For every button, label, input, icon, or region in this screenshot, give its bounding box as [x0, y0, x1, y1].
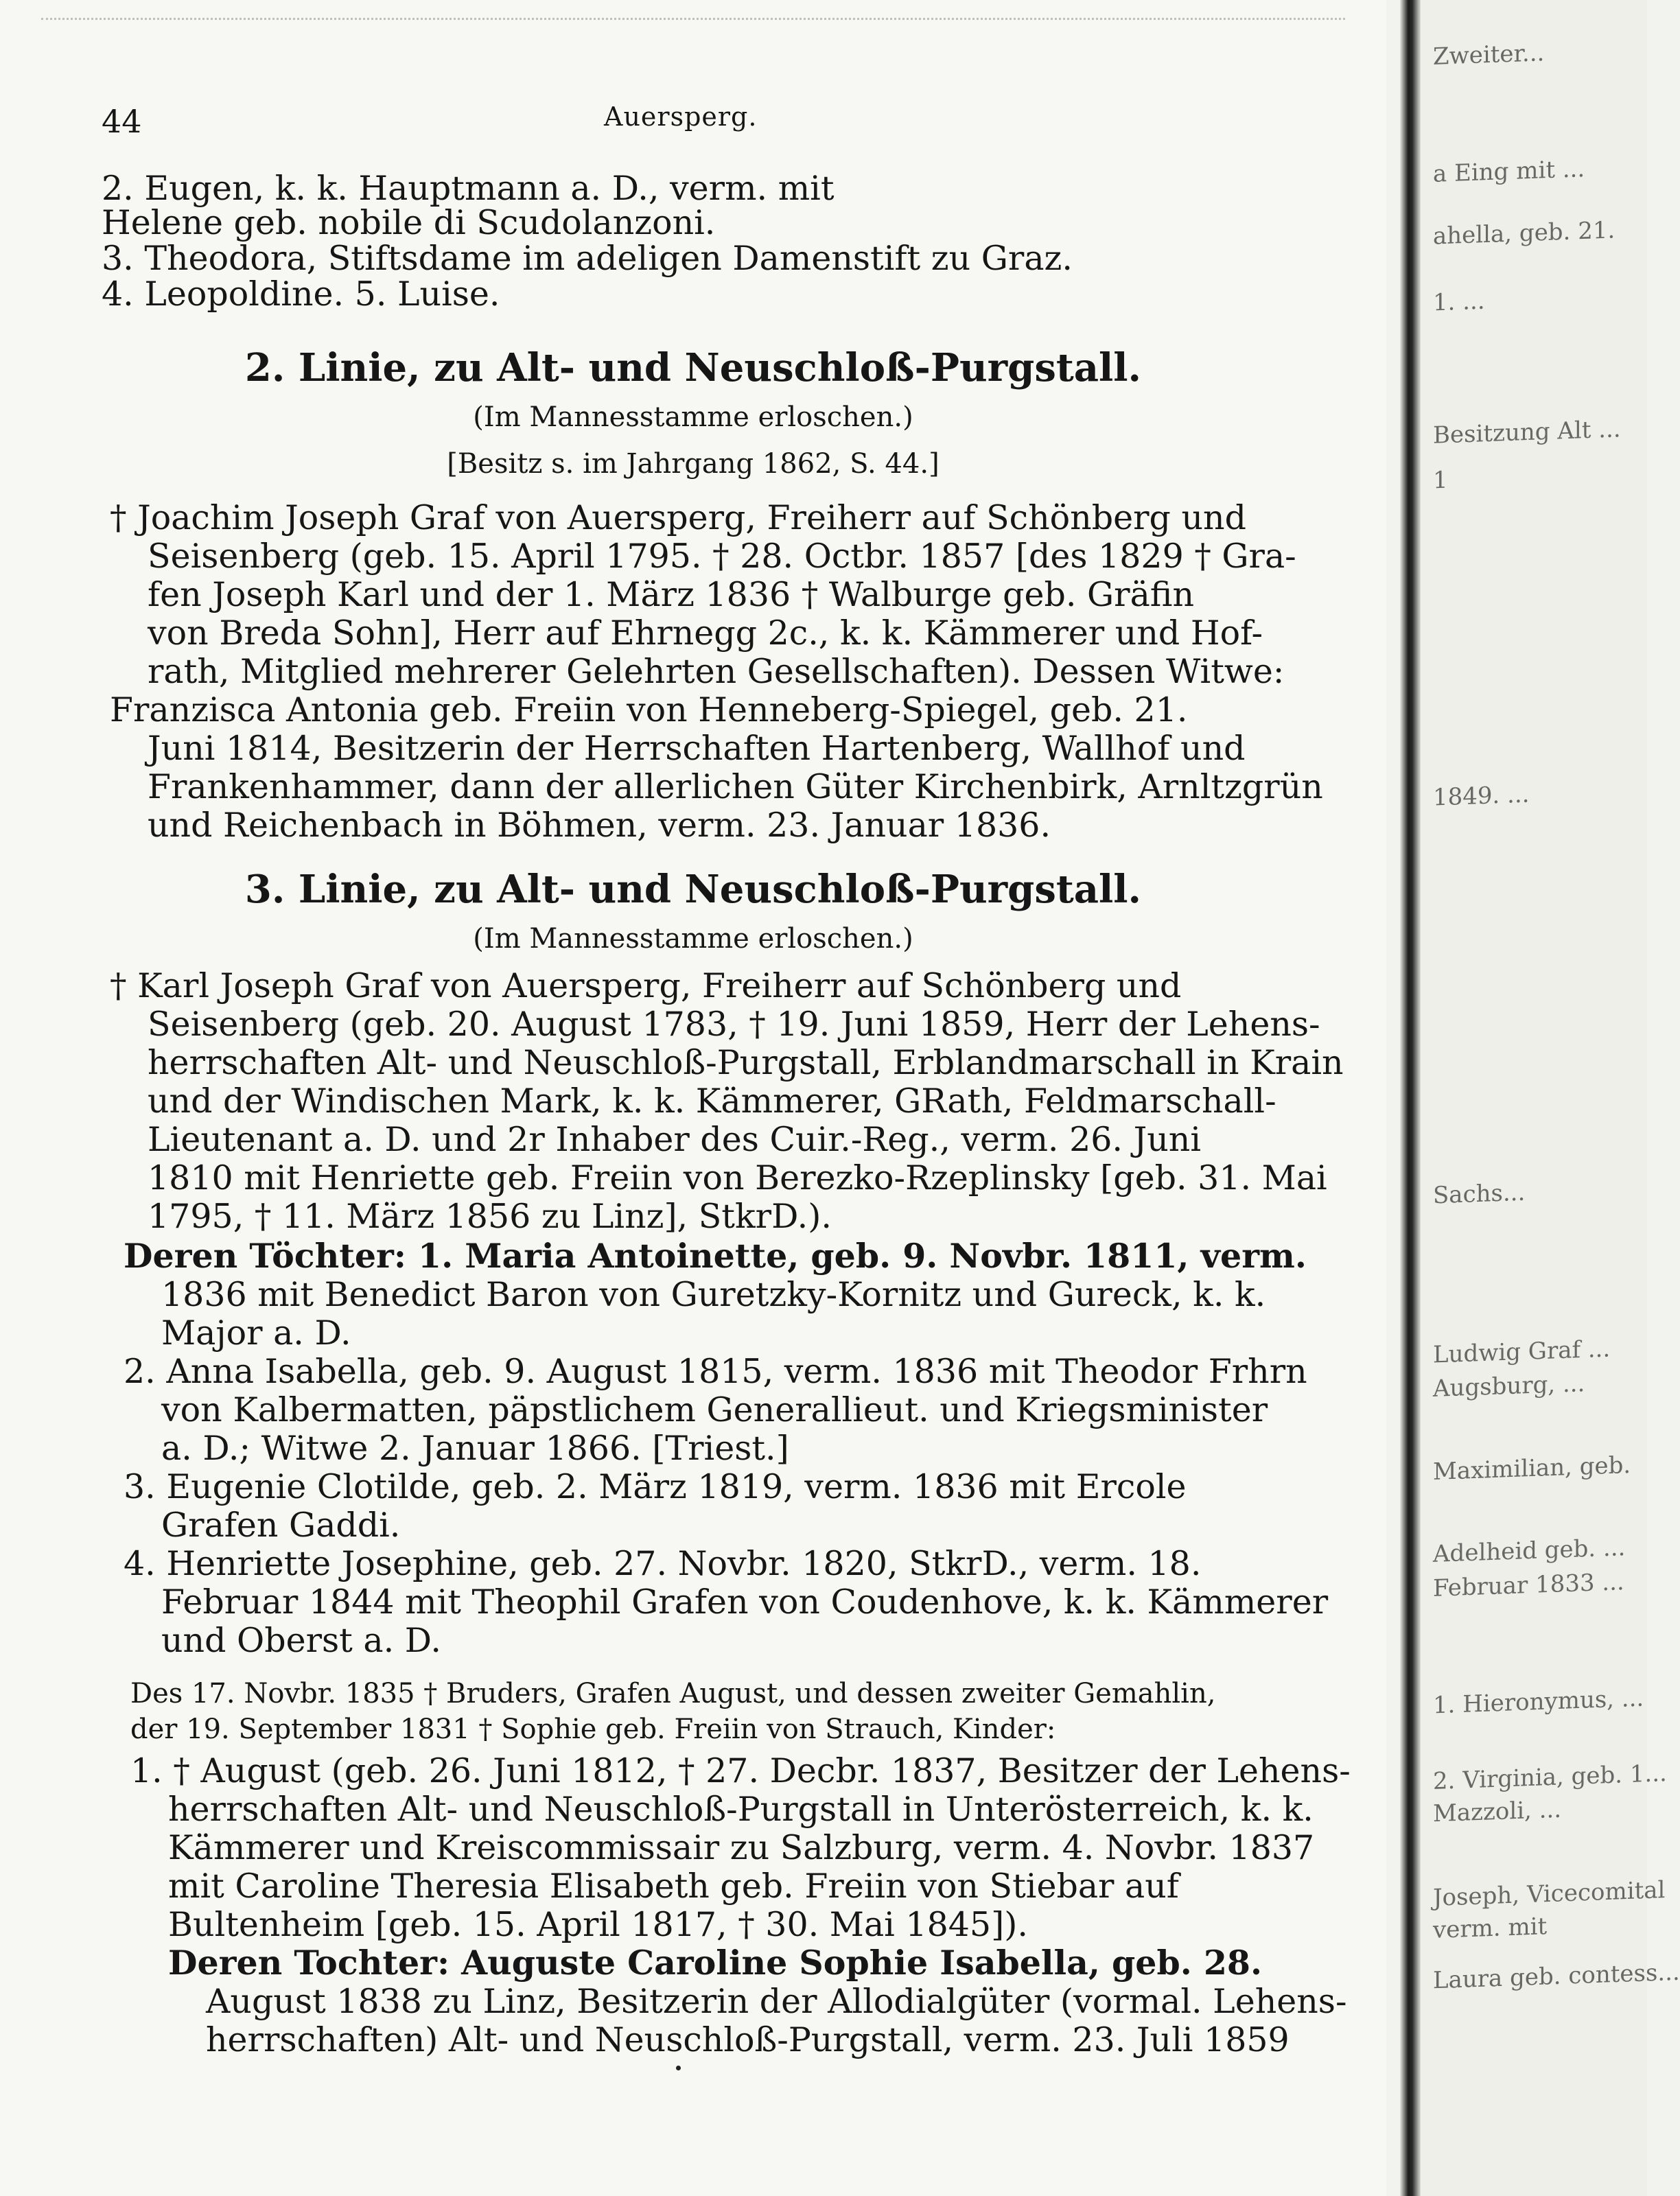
section-heading: 3. Linie, zu Alt- und Neuschloß-Purgstall. [244, 867, 1142, 912]
text-line: Frankenhammer, dann der allerlichen Güter Kirchenbirk, Arnltzgrün [148, 767, 1323, 806]
possession-note: [Besitz s. im Jahrgang 1862, S. 44.] [447, 448, 940, 480]
fragment-line: Laura geb. contess... [1433, 1958, 1680, 1995]
text-line: Bultenheim [geb. 15. April 1817, † 30. Mai 1845]). [168, 1905, 1028, 1944]
text-line: von Kalbermatten, päpstlichem Generallieut. und Kriegsminister [161, 1390, 1268, 1429]
page-number: 44 [102, 103, 142, 140]
fragment-line: Ludwig Graf ... [1433, 1335, 1611, 1369]
fragment-line: Besitzung Alt ... [1433, 415, 1621, 449]
fragment-line: Adelheid geb. ... [1433, 1534, 1626, 1568]
fragment-line: verm. mit [1433, 1913, 1548, 1944]
text-line: 2. Anna Isabella, geb. 9. August 1815, verm. 1836 mit Theodor Frhrn [124, 1352, 1307, 1391]
text-line: 4. Henriette Josephine, geb. 27. Novbr. 1820, StkrD., verm. 18. [124, 1544, 1202, 1583]
fragment-line: Augsburg, ... [1433, 1370, 1585, 1403]
text-line: † Karl Joseph Graf von Auersperg, Freiherr auf Schönberg und [110, 966, 1182, 1005]
text-line: von Breda Sohn], Herr auf Ehrnegg 2c., k. k. Kämmerer und Hof- [148, 614, 1263, 653]
text-line: und Oberst a. D. [161, 1621, 441, 1660]
book-gutter [1400, 0, 1421, 2196]
text-line: mit Caroline Theresia Elisabeth geb. Freiin von Stiebar auf [168, 1867, 1179, 1906]
fragment-line: Februar 1833 ... [1433, 1568, 1624, 1602]
fragment-line: ahella, geb. 21. [1433, 216, 1615, 250]
section-note: (Im Mannesstamme erloschen.) [473, 923, 913, 955]
fragment-line: 1849. ... [1433, 780, 1530, 812]
text-line: rath, Mitglied mehrerer Gelehrten Gesellschaften). Dessen Witwe: [148, 652, 1285, 691]
text-line: und Reichenbach in Böhmen, verm. 23. Januar 1836. [148, 806, 1051, 845]
text-line: Helene geb. nobile di Scudolanzoni. [102, 203, 716, 242]
text-line: Februar 1844 mit Theophil Grafen von Coudenhove, k. k. Kämmerer [161, 1582, 1329, 1622]
text-line: Seisenberg (geb. 15. April 1795. † 28. Octbr. 1857 [des 1829 † Gra- [148, 537, 1296, 576]
fragment-line: Joseph, Vicecomital [1433, 1876, 1666, 1912]
text-line: 1810 mit Henriette geb. Freiin von Berezko-Rzeplinsky [geb. 31. Mai [148, 1158, 1327, 1198]
fragment-line: 2. Virginia, geb. 1... [1433, 1760, 1667, 1795]
section-heading: 2. Linie, zu Alt- und Neuschloß-Purgstall. [244, 345, 1142, 390]
text-line: Lieutenant a. D. und 2r Inhaber des Cuir.-Reg., verm. 26. Juni [148, 1120, 1202, 1159]
text-line: August 1838 zu Linz, Besitzerin der Allodialgüter (vormal. Lehens- [206, 1982, 1347, 2021]
text-line: Juni 1814, Besitzerin der Herrschaften Hartenberg, Wallhof und [148, 729, 1246, 768]
fragment-line: Maximilian, geb. [1433, 1451, 1631, 1486]
text-line: und der Windischen Mark, k. k. Kämmerer, GRath, Feldmarschall- [148, 1082, 1276, 1121]
small-text-line: der 19. September 1831 † Sophie geb. Freiin von Strauch, Kinder: [130, 1714, 1056, 1745]
text-line: Deren Töchter: 1. Maria Antoinette, geb. 9. Novbr. 1811, verm. [124, 1236, 1307, 1276]
text-line: Major a. D. [161, 1313, 351, 1353]
right-page-fragment [1421, 0, 1680, 2196]
text-line: 1795, † 11. März 1856 zu Linz], StkrD.). [148, 1197, 832, 1236]
fragment-line: Mazzoli, ... [1433, 1795, 1562, 1828]
text-line: herrschaften) Alt- und Neuschloß-Purgstall, verm. 23. Juli 1859 [206, 2020, 1290, 2059]
section-note: (Im Mannesstamme erloschen.) [473, 401, 913, 433]
running-title: Auersperg. [604, 102, 758, 132]
text-line: 3. Eugenie Clotilde, geb. 2. März 1819, verm. 1836 mit Ercole [124, 1467, 1187, 1506]
text-line: 3. Theodora, Stiftsdame im adeligen Damenstift zu Graz. [102, 239, 1073, 278]
fragment-line: a Eing mit ... [1433, 155, 1585, 188]
fragment-line: 1. ... [1433, 287, 1485, 317]
text-line: Deren Tochter: Auguste Caroline Sophie Isabella, geb. 28. [168, 1943, 1263, 1983]
text-line: a. D.; Witwe 2. Januar 1866. [Triest.] [161, 1429, 789, 1468]
text-line: † Joachim Joseph Graf von Auersperg, Freiherr auf Schönberg und [110, 498, 1246, 537]
text-line: Seisenberg (geb. 20. August 1783, † 19. Juni 1859, Herr der Lehens- [148, 1005, 1320, 1044]
small-text-line: Des 17. Novbr. 1835 † Bruders, Grafen August, und dessen zweiter Gemahlin, [130, 1678, 1216, 1709]
page-mark [676, 2066, 681, 2070]
fragment-line: Zweiter... [1433, 39, 1545, 71]
text-line: Grafen Gaddi. [161, 1506, 401, 1545]
text-line: 1. † August (geb. 26. Juni 1812, † 27. Decbr. 1837, Besitzer der Lehens- [130, 1751, 1351, 1790]
text-line: Franzisca Antonia geb. Freiin von Henneberg-Spiegel, geb. 21. [110, 690, 1188, 729]
fragment-line: 1 [1433, 466, 1448, 495]
text-line: 4. Leopoldine. 5. Luise. [102, 274, 500, 314]
text-line: 1836 mit Benedict Baron von Guretzky-Kornitz und Gureck, k. k. [161, 1275, 1266, 1314]
text-line: fen Joseph Karl und der 1. März 1836 † Walburge geb. Gräfin [148, 575, 1195, 614]
text-line: 2. Eugen, k. k. Hauptmann a. D., verm. mit [102, 169, 835, 208]
text-line: herrschaften Alt- und Neuschloß-Purgstall in Unterösterreich, k. k. [168, 1790, 1314, 1829]
fragment-line: 1. Hieronymus, ... [1433, 1684, 1644, 1720]
text-line: herrschaften Alt- und Neuschloß-Purgstall, Erblandmarschall in Krain [148, 1043, 1344, 1082]
fragment-line: Sachs... [1433, 1178, 1526, 1210]
scan-border [41, 18, 1345, 27]
text-line: Kämmerer und Kreiscommissair zu Salzburg, verm. 4. Novbr. 1837 [168, 1828, 1315, 1867]
